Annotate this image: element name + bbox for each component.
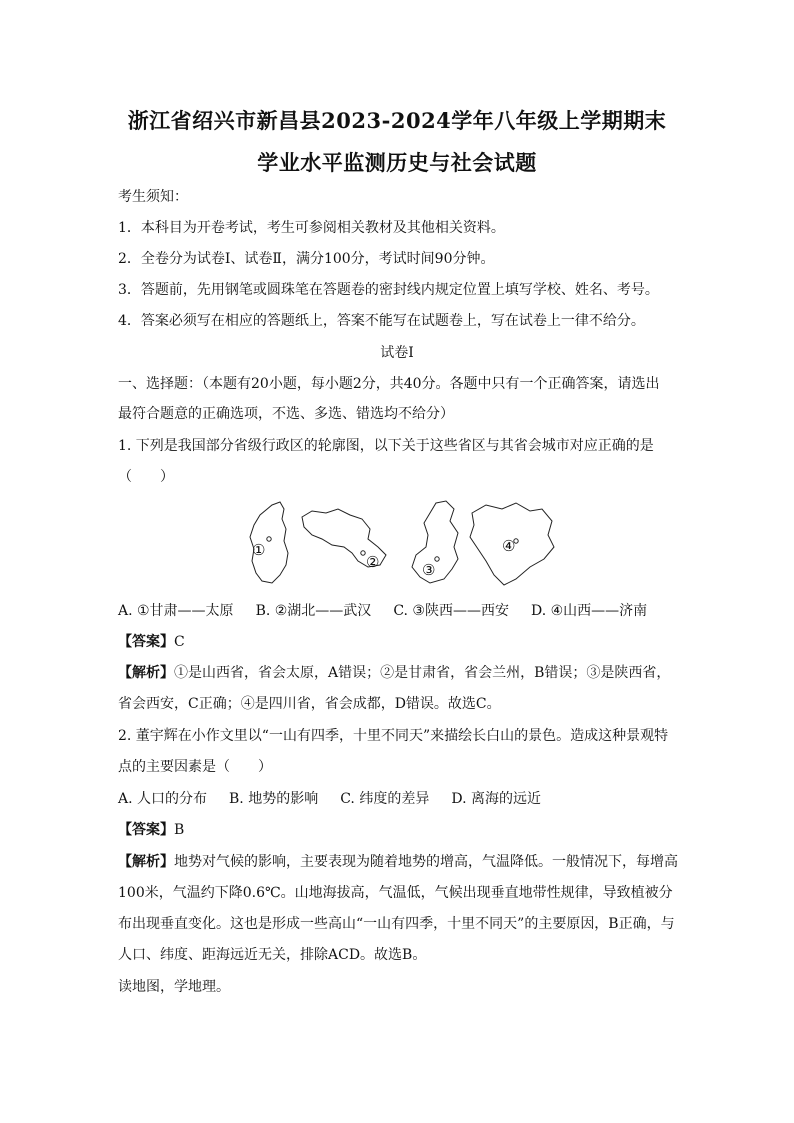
q1-options <box>118 601 698 621</box>
q2-options <box>118 789 698 809</box>
section-title: 试卷Ⅰ <box>380 345 414 361</box>
map-label-3: ③ <box>422 561 436 579</box>
q1-answer-tag: 【答案】 <box>118 634 174 650</box>
footer-line: 读地图，学地理。 <box>118 979 230 995</box>
section-instruction-line2: 最符合题意的正确选项，不选、多选、错选均不给分） <box>118 406 454 422</box>
q1-answer-value: C <box>174 634 185 650</box>
q1-option-d: D. ④山西——济南 <box>530 603 648 619</box>
q2-answer <box>118 820 698 840</box>
capital-marker-1 <box>267 537 271 541</box>
q2-analysis-line1 <box>118 852 698 872</box>
capital-marker-2 <box>361 551 365 555</box>
notice-heading: 考生须知： <box>118 189 188 205</box>
map-label-2: ② <box>366 553 380 571</box>
q1-analysis-text1: ①是山西省，省会太原，A错误；②是甘肃省，省会兰州，B错误；③是陕西省， <box>174 665 671 681</box>
q2-stem-line1: 2. 董宇辉在小作文里以“一山有四季，十里不同天”来描绘长白山的景色。造成这种景观特 <box>118 728 669 744</box>
q1-option-b: B. ②湖北——武汉 <box>255 603 372 619</box>
q1-analysis-tag: 【解析】 <box>118 665 174 681</box>
exam-title-line2: 学业水平监测历史与社会试题 <box>257 150 537 175</box>
q1-option-a: A. ①甘肃——太原 <box>118 603 234 619</box>
q1-bracket: （ ） <box>118 469 174 485</box>
q2-answer-value: B <box>174 822 185 838</box>
q2-stem-line2: 点的主要因素是（ ） <box>118 759 272 775</box>
capital-marker-3 <box>435 557 439 561</box>
section-instruction-line1: 一、选择题：（本题有20小题，每小题2分，共40分。各题中只有一个正确答案，请选出 <box>118 376 660 392</box>
q2-option-b: B. 地势的影响 <box>229 791 319 807</box>
notice-item-3: 3．答题前，先用钢笔或圆珠笔在答题卷的密封线内规定位置上填写学校、姓名、考号。 <box>118 282 659 298</box>
q2-analysis-tag: 【解析】 <box>118 854 174 870</box>
map-label-1: ① <box>252 541 266 559</box>
q2-option-c: C. 纬度的差异 <box>340 791 430 807</box>
notice-item-4: 4．答案必须写在相应的答题纸上，答案不能写在试题卷上，写在试卷上一律不给分。 <box>118 313 645 329</box>
q2-option-d: D. 离海的远近 <box>451 791 541 807</box>
q1-analysis-line2: 省会西安，C正确；④是四川省，省会成都，D错误。故选C。 <box>118 696 501 712</box>
q2-option-a: A. 人口的分布 <box>118 791 208 807</box>
q2-answer-tag: 【答案】 <box>118 822 174 838</box>
q1-option-c: C. ③陕西——西安 <box>393 603 509 619</box>
notice-item-1: 1．本科目为开卷考试，考生可参阅相关教材及其他相关资料。 <box>118 220 505 236</box>
q2-analysis-line2: 100米，气温约下降0.6℃。山地海拔高，气温低，气候出现垂直地带性规律，导致植被分 <box>118 885 673 901</box>
map-label-4: ④ <box>502 537 516 555</box>
q1-answer <box>118 632 698 652</box>
q1-analysis-line1 <box>118 663 698 683</box>
q2-analysis-line4: 人口、纬度、距海远近无关，排除ACD。故选B。 <box>118 947 427 963</box>
exam-title-line1: 浙江省绍兴市新昌县2023-2024学年八年级上学期期末 <box>127 108 667 133</box>
q2-analysis-text1: 地势对气候的影响，主要表现为随着地势的增高，气温降低。一般情况下，每增高 <box>174 854 678 870</box>
q1-stem: 1. 下列是我国部分省级行政区的轮廓图，以下关于这些省区与其省会城市对应正确的是 <box>118 438 654 454</box>
q2-analysis-line3: 布出现垂直变化。这也是形成一些高山“一山有四季，十里不同天”的主要原因，B正确，与 <box>118 916 675 932</box>
notice-item-2: 2．全卷分为试卷Ⅰ、试卷Ⅱ，满分100分，考试时间90分钟。 <box>118 251 495 267</box>
province-outline-maps <box>240 497 560 589</box>
